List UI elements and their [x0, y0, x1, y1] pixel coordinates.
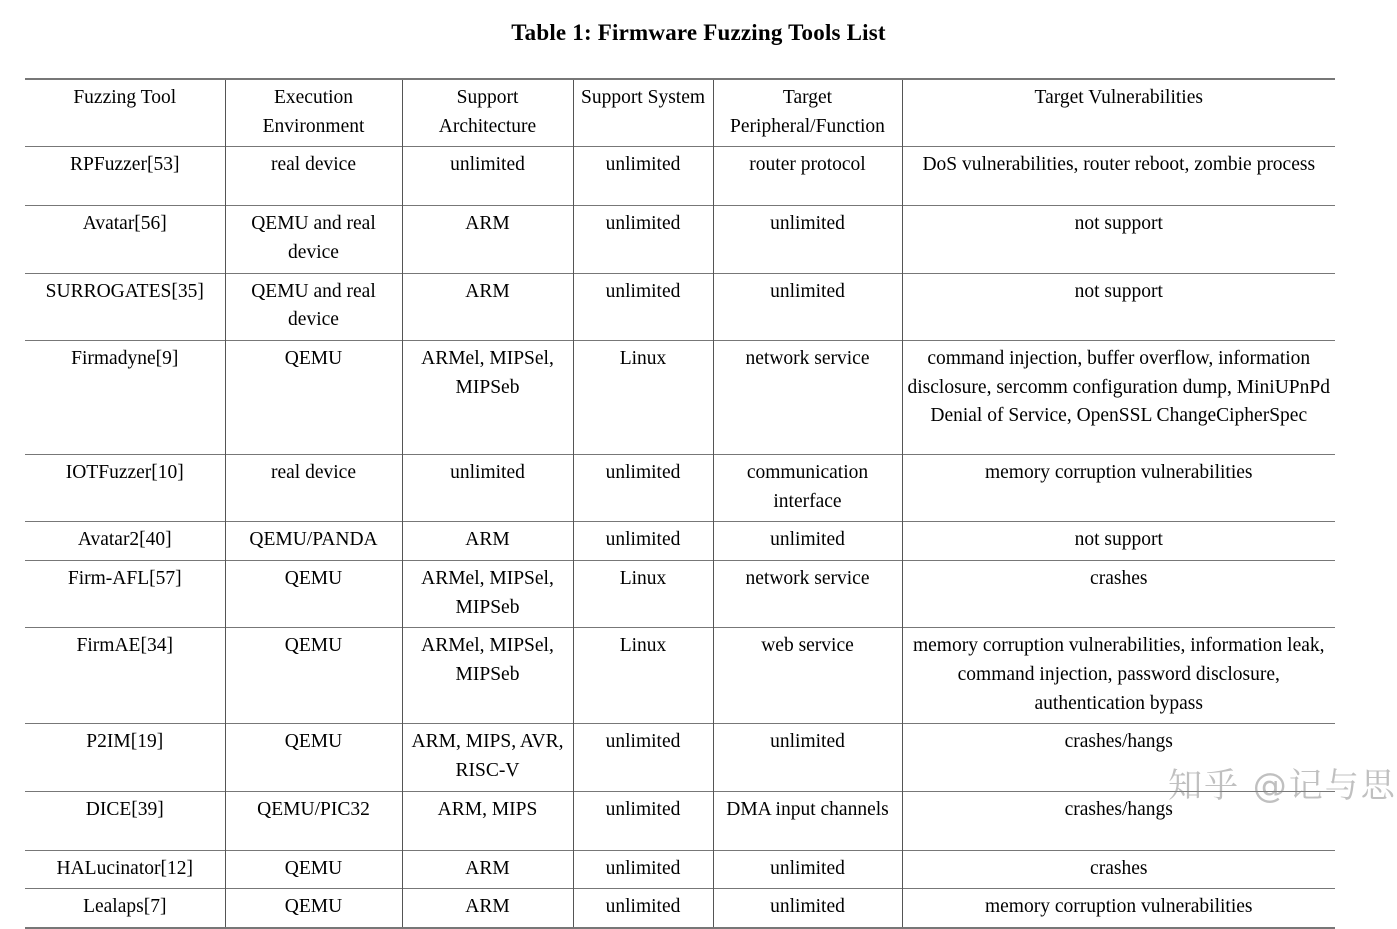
cell-peripheral: unlimited: [713, 850, 902, 889]
cell-tool: Avatar2[40]: [25, 522, 225, 561]
cell-environment: QEMU/PIC32: [225, 791, 402, 850]
cell-vulnerabilities: DoS vulnerabilities, router reboot, zombie process: [902, 147, 1335, 206]
cell-environment: QEMU/PANDA: [225, 522, 402, 561]
cell-system: unlimited: [573, 724, 713, 791]
cell-architecture: unlimited: [402, 147, 573, 206]
cell-vulnerabilities: memory corruption vulnerabilities: [902, 454, 1335, 521]
cell-environment: QEMU: [225, 628, 402, 724]
table-row: [25, 850, 1335, 889]
cell-tool: IOTFuzzer[10]: [25, 454, 225, 521]
cell-vulnerabilities: crashes/hangs: [902, 791, 1335, 850]
table-row: [25, 791, 1335, 850]
cell-system: unlimited: [573, 454, 713, 521]
firmware-fuzzing-tools-table: [25, 78, 1335, 929]
cell-tool: DICE[39]: [25, 791, 225, 850]
table-row: [25, 454, 1335, 521]
cell-peripheral: unlimited: [713, 273, 902, 340]
table-row: [25, 560, 1335, 627]
table-row: [25, 206, 1335, 273]
table-row: [25, 340, 1335, 454]
cell-vulnerabilities: not support: [902, 206, 1335, 273]
cell-vulnerabilities: crashes/hangs: [902, 724, 1335, 791]
cell-environment: QEMU: [225, 850, 402, 889]
column-header-execution-environment: Execution Environment: [225, 79, 402, 147]
cell-tool: RPFuzzer[53]: [25, 147, 225, 206]
cell-peripheral: communication interface: [713, 454, 902, 521]
cell-architecture: ARMel, MIPSel, MIPSeb: [402, 628, 573, 724]
cell-environment: QEMU: [225, 560, 402, 627]
cell-system: Linux: [573, 560, 713, 627]
table-row: [25, 628, 1335, 724]
cell-architecture: ARM: [402, 206, 573, 273]
cell-vulnerabilities: not support: [902, 522, 1335, 561]
cell-environment: QEMU: [225, 889, 402, 928]
table-body: [25, 147, 1335, 928]
cell-architecture: ARM: [402, 522, 573, 561]
table-header-row: [25, 79, 1335, 147]
cell-peripheral: unlimited: [713, 522, 902, 561]
cell-environment: real device: [225, 147, 402, 206]
cell-environment: QEMU and real device: [225, 273, 402, 340]
cell-system: unlimited: [573, 206, 713, 273]
cell-system: Linux: [573, 340, 713, 454]
cell-system: unlimited: [573, 147, 713, 206]
table-row: [25, 273, 1335, 340]
table-row: [25, 889, 1335, 928]
cell-vulnerabilities: memory corruption vulnerabilities, information leak, command injection, password disclosure, authentication bypass: [902, 628, 1335, 724]
cell-system: unlimited: [573, 522, 713, 561]
cell-tool: P2IM[19]: [25, 724, 225, 791]
cell-peripheral: unlimited: [713, 206, 902, 273]
cell-environment: QEMU: [225, 724, 402, 791]
cell-environment: QEMU and real device: [225, 206, 402, 273]
cell-system: Linux: [573, 628, 713, 724]
table-caption: Table 1: Firmware Fuzzing Tools List: [511, 20, 886, 45]
cell-peripheral: unlimited: [713, 889, 902, 928]
column-header-target-peripheral: Target Peripheral/Function: [713, 79, 902, 147]
table-header: [25, 79, 1335, 147]
cell-vulnerabilities: crashes: [902, 560, 1335, 627]
cell-peripheral: web service: [713, 628, 902, 724]
cell-tool: Firmadyne[9]: [25, 340, 225, 454]
cell-environment: QEMU: [225, 340, 402, 454]
cell-peripheral: network service: [713, 560, 902, 627]
table-row: [25, 522, 1335, 561]
cell-architecture: ARM, MIPS: [402, 791, 573, 850]
cell-peripheral: router protocol: [713, 147, 902, 206]
cell-tool: Firm-AFL[57]: [25, 560, 225, 627]
cell-architecture: ARM: [402, 850, 573, 889]
cell-system: unlimited: [573, 889, 713, 928]
cell-tool: FirmAE[34]: [25, 628, 225, 724]
cell-tool: Lealaps[7]: [25, 889, 225, 928]
cell-environment: real device: [225, 454, 402, 521]
cell-vulnerabilities: crashes: [902, 850, 1335, 889]
cell-tool: SURROGATES[35]: [25, 273, 225, 340]
cell-peripheral: unlimited: [713, 724, 902, 791]
cell-architecture: ARM, MIPS, AVR, RISC-V: [402, 724, 573, 791]
cell-vulnerabilities: not support: [902, 273, 1335, 340]
column-header-support-architecture: Support Architecture: [402, 79, 573, 147]
column-header-fuzzing-tool: Fuzzing Tool: [25, 79, 225, 147]
cell-architecture: ARMel, MIPSel, MIPSeb: [402, 560, 573, 627]
cell-vulnerabilities: command injection, buffer overflow, information disclosure, sercomm configuration dump, MiniUPnPd Denial of Service, OpenSSL ChangeCipherSpec: [902, 340, 1335, 454]
cell-tool: HALucinator[12]: [25, 850, 225, 889]
column-header-target-vulnerabilities: Target Vulnerabilities: [902, 79, 1335, 147]
table-row: [25, 147, 1335, 206]
cell-system: unlimited: [573, 273, 713, 340]
cell-architecture: ARM: [402, 889, 573, 928]
column-header-support-system: Support System: [573, 79, 713, 147]
cell-vulnerabilities: memory corruption vulnerabilities: [902, 889, 1335, 928]
cell-system: unlimited: [573, 850, 713, 889]
cell-architecture: ARMel, MIPSel, MIPSeb: [402, 340, 573, 454]
cell-architecture: unlimited: [402, 454, 573, 521]
cell-peripheral: DMA input channels: [713, 791, 902, 850]
cell-peripheral: network service: [713, 340, 902, 454]
cell-system: unlimited: [573, 791, 713, 850]
table-row: [25, 724, 1335, 791]
zhihu-watermark: 知乎 @记与思: [1168, 766, 1397, 806]
cell-architecture: ARM: [402, 273, 573, 340]
cell-tool: Avatar[56]: [25, 206, 225, 273]
